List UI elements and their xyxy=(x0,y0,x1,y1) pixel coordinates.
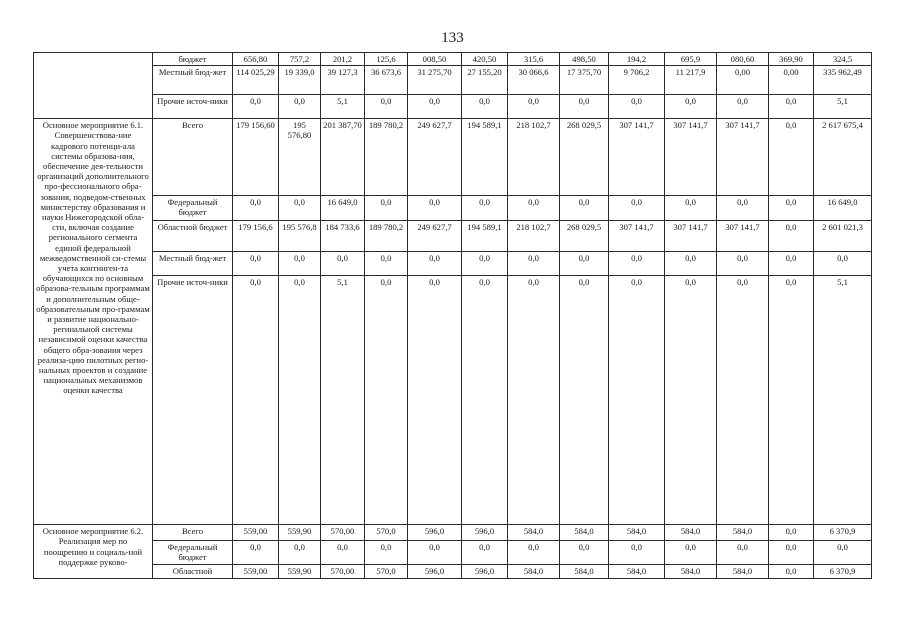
value-cell: 0,0 xyxy=(508,252,560,276)
budget-table xyxy=(33,52,872,579)
value-cell: 0,0 xyxy=(769,276,814,525)
value-cell: 39 127,3 xyxy=(321,66,365,95)
value-cell: 0,0 xyxy=(665,541,717,564)
value-cell: 0,0 xyxy=(560,276,609,525)
value-cell: 315,6 xyxy=(508,53,560,66)
value-cell: 695,9 xyxy=(665,53,717,66)
value-cell: 596,0 xyxy=(408,564,462,578)
value-cell: 0,0 xyxy=(462,95,508,119)
funding-source-cell: Местный бюд-жет xyxy=(153,252,233,276)
value-cell: 30 066,6 xyxy=(508,66,560,95)
value-cell: 0,0 xyxy=(560,196,609,221)
value-cell: 570,0 xyxy=(365,525,408,541)
value-cell: 324,5 xyxy=(814,53,872,66)
value-cell: 0,0 xyxy=(814,252,872,276)
value-cell: 201 387,70 xyxy=(321,119,365,196)
value-cell: 596,0 xyxy=(408,525,462,541)
value-cell: 5,1 xyxy=(814,276,872,525)
value-cell: 0,0 xyxy=(769,541,814,564)
value-cell: 596,0 xyxy=(462,564,508,578)
value-cell: 268 029,5 xyxy=(560,221,609,252)
value-cell: 6 370,9 xyxy=(814,525,872,541)
value-cell: 17 375,70 xyxy=(560,66,609,95)
measure-cell xyxy=(34,53,153,119)
table-row xyxy=(34,564,872,578)
value-cell: 0,0 xyxy=(665,196,717,221)
value-cell: 0,0 xyxy=(769,252,814,276)
value-cell: 0,0 xyxy=(365,95,408,119)
value-cell: 559,90 xyxy=(279,564,321,578)
value-cell: 0,0 xyxy=(279,95,321,119)
value-cell: 369,90 xyxy=(769,53,814,66)
value-cell: 0,0 xyxy=(609,95,665,119)
value-cell: 0,0 xyxy=(508,196,560,221)
value-cell: 0,00 xyxy=(717,66,769,95)
value-cell: 0,0 xyxy=(233,276,279,525)
value-cell: 307 141,7 xyxy=(665,119,717,196)
value-cell: 584,0 xyxy=(717,564,769,578)
value-cell: 0,0 xyxy=(769,525,814,541)
value-cell: 184 733,6 xyxy=(321,221,365,252)
value-cell: 179 156,6 xyxy=(233,221,279,252)
value-cell: 307 141,7 xyxy=(717,119,769,196)
value-cell: 570,00 xyxy=(321,564,365,578)
value-cell: 268 029,5 xyxy=(560,119,609,196)
value-cell: 5,1 xyxy=(321,95,365,119)
value-cell: 0,00 xyxy=(769,66,814,95)
funding-source-cell: бюджет xyxy=(153,53,233,66)
funding-source-cell: Областной xyxy=(153,564,233,578)
value-cell: 0,0 xyxy=(321,541,365,564)
value-cell: 080,60 xyxy=(717,53,769,66)
value-cell: 0,0 xyxy=(365,276,408,525)
value-cell: 0,0 xyxy=(769,95,814,119)
value-cell: 307 141,7 xyxy=(665,221,717,252)
value-cell: 0,0 xyxy=(665,252,717,276)
table-row xyxy=(34,66,872,95)
value-cell: 5,1 xyxy=(321,276,365,525)
value-cell: 249 627,7 xyxy=(408,221,462,252)
table-row xyxy=(34,276,872,525)
value-cell: 0,0 xyxy=(665,95,717,119)
value-cell: 0,0 xyxy=(665,276,717,525)
value-cell: 0,0 xyxy=(279,196,321,221)
value-cell: 19 339,0 xyxy=(279,66,321,95)
value-cell: 0,0 xyxy=(717,95,769,119)
value-cell: 5,1 xyxy=(814,95,872,119)
value-cell: 179 156,60 xyxy=(233,119,279,196)
value-cell: 498,50 xyxy=(560,53,609,66)
value-cell: 0,0 xyxy=(462,196,508,221)
value-cell: 0,0 xyxy=(462,252,508,276)
funding-source-cell: Федеральный бюджет xyxy=(153,196,233,221)
value-cell: 0,0 xyxy=(560,95,609,119)
value-cell: 11 217,9 xyxy=(665,66,717,95)
value-cell: 0,0 xyxy=(408,252,462,276)
value-cell: 125,6 xyxy=(365,53,408,66)
value-cell: 189 780,2 xyxy=(365,119,408,196)
value-cell: 0,0 xyxy=(560,541,609,564)
funding-source-cell: Прочие источ-ники xyxy=(153,95,233,119)
value-cell: 596,0 xyxy=(462,525,508,541)
value-cell: 307 141,7 xyxy=(717,221,769,252)
funding-source-cell: Федеральный бюджет xyxy=(153,541,233,564)
value-cell: 0,0 xyxy=(769,221,814,252)
value-cell: 0,0 xyxy=(233,541,279,564)
table-row xyxy=(34,196,872,221)
value-cell: 584,0 xyxy=(609,525,665,541)
value-cell: 0,0 xyxy=(321,252,365,276)
value-cell: 31 275,70 xyxy=(408,66,462,95)
value-cell: 194 589,1 xyxy=(462,221,508,252)
value-cell: 0,0 xyxy=(769,564,814,578)
value-cell: 0,0 xyxy=(462,541,508,564)
value-cell: 195 576,8 xyxy=(279,221,321,252)
value-cell: 570,0 xyxy=(365,564,408,578)
value-cell: 0,0 xyxy=(508,95,560,119)
value-cell: 584,0 xyxy=(665,525,717,541)
value-cell: 584,0 xyxy=(508,525,560,541)
value-cell: 0,0 xyxy=(508,276,560,525)
value-cell: 559,00 xyxy=(233,525,279,541)
value-cell: 307 141,7 xyxy=(609,119,665,196)
value-cell: 0,0 xyxy=(609,252,665,276)
value-cell: 0,0 xyxy=(560,252,609,276)
value-cell: 0,0 xyxy=(609,196,665,221)
value-cell: 201,2 xyxy=(321,53,365,66)
table-row xyxy=(34,53,872,66)
value-cell: 194,2 xyxy=(609,53,665,66)
value-cell: 0,0 xyxy=(462,276,508,525)
funding-source-cell: Областной бюджет xyxy=(153,221,233,252)
value-cell: 0,0 xyxy=(365,196,408,221)
value-cell: 0,0 xyxy=(717,252,769,276)
value-cell: 0,0 xyxy=(717,541,769,564)
value-cell: 0,0 xyxy=(408,541,462,564)
value-cell: 0,0 xyxy=(233,252,279,276)
funding-source-cell: Местный бюд-жет xyxy=(153,66,233,95)
value-cell: 584,0 xyxy=(508,564,560,578)
funding-source-cell: Прочие источ-ники xyxy=(153,276,233,525)
value-cell: 0,0 xyxy=(233,95,279,119)
value-cell: 0,0 xyxy=(279,252,321,276)
value-cell: 2 617 675,4 xyxy=(814,119,872,196)
table-row xyxy=(34,95,872,119)
table-row xyxy=(34,221,872,252)
value-cell: 195 576,80 xyxy=(279,119,321,196)
value-cell: 584,0 xyxy=(717,525,769,541)
value-cell: 0,0 xyxy=(408,276,462,525)
value-cell: 559,90 xyxy=(279,525,321,541)
value-cell: 218 102,7 xyxy=(508,119,560,196)
value-cell: 584,0 xyxy=(560,564,609,578)
value-cell: 570,00 xyxy=(321,525,365,541)
value-cell: 194 589,1 xyxy=(462,119,508,196)
value-cell: 0,0 xyxy=(717,276,769,525)
value-cell: 189 780,2 xyxy=(365,221,408,252)
value-cell: 008,50 xyxy=(408,53,462,66)
value-cell: 307 141,7 xyxy=(609,221,665,252)
value-cell: 0,0 xyxy=(233,196,279,221)
value-cell: 9 706,2 xyxy=(609,66,665,95)
table-row xyxy=(34,252,872,276)
value-cell: 656,80 xyxy=(233,53,279,66)
value-cell: 559,00 xyxy=(233,564,279,578)
value-cell: 0,0 xyxy=(365,541,408,564)
value-cell: 0,0 xyxy=(365,252,408,276)
value-cell: 584,0 xyxy=(560,525,609,541)
value-cell: 0,0 xyxy=(769,119,814,196)
value-cell: 218 102,7 xyxy=(508,221,560,252)
measure-cell: Основное мероприятие 6.2. Реализация мер по поощрению и социаль-ной поддержке руково- xyxy=(34,525,153,578)
value-cell: 0,0 xyxy=(609,541,665,564)
value-cell: 0,0 xyxy=(769,196,814,221)
value-cell: 0,0 xyxy=(408,196,462,221)
funding-source-cell: Всего xyxy=(153,525,233,541)
measure-cell: Основное мероприятие 6.1. Совершенствова-ние кадрового потенци-ала системы образова-ния, обеспечение дея-тельности организаций дополнительного про-фессионального обра-зования, подведом-ственных министерству образования и науки Нижегородской обла-сти, включая создание регионального сегмента единой федеральной межведомственной си-стемы учета континген-та обучающихся по основным образова-тельным программам и дополнительным обще-образовательным про-граммам и развитие национально-регинальной системы независимой оценки качества общего обра-зования через реализа-цию пилотных регио-нальных проектов и создание национальных механизмов оценки качества xyxy=(34,119,153,525)
value-cell: 757,2 xyxy=(279,53,321,66)
page-number: 133 xyxy=(441,30,464,46)
value-cell: 584,0 xyxy=(665,564,717,578)
value-cell: 335 962,49 xyxy=(814,66,872,95)
value-cell: 0,0 xyxy=(279,276,321,525)
value-cell: 36 673,6 xyxy=(365,66,408,95)
value-cell: 0,0 xyxy=(508,541,560,564)
value-cell: 420,50 xyxy=(462,53,508,66)
table-row xyxy=(34,541,872,564)
value-cell: 0,0 xyxy=(814,541,872,564)
value-cell: 6 370,9 xyxy=(814,564,872,578)
value-cell: 0,0 xyxy=(279,541,321,564)
value-cell: 584,0 xyxy=(609,564,665,578)
value-cell: 0,0 xyxy=(609,276,665,525)
value-cell: 27 155,20 xyxy=(462,66,508,95)
value-cell: 16 649,0 xyxy=(321,196,365,221)
value-cell: 0,0 xyxy=(408,95,462,119)
value-cell: 16 649,0 xyxy=(814,196,872,221)
value-cell: 114 025,29 xyxy=(233,66,279,95)
table-row xyxy=(34,525,872,541)
funding-source-cell: Всего xyxy=(153,119,233,196)
table-row xyxy=(34,119,872,196)
value-cell: 0,0 xyxy=(717,196,769,221)
value-cell: 249 627,7 xyxy=(408,119,462,196)
value-cell: 2 601 021,3 xyxy=(814,221,872,252)
